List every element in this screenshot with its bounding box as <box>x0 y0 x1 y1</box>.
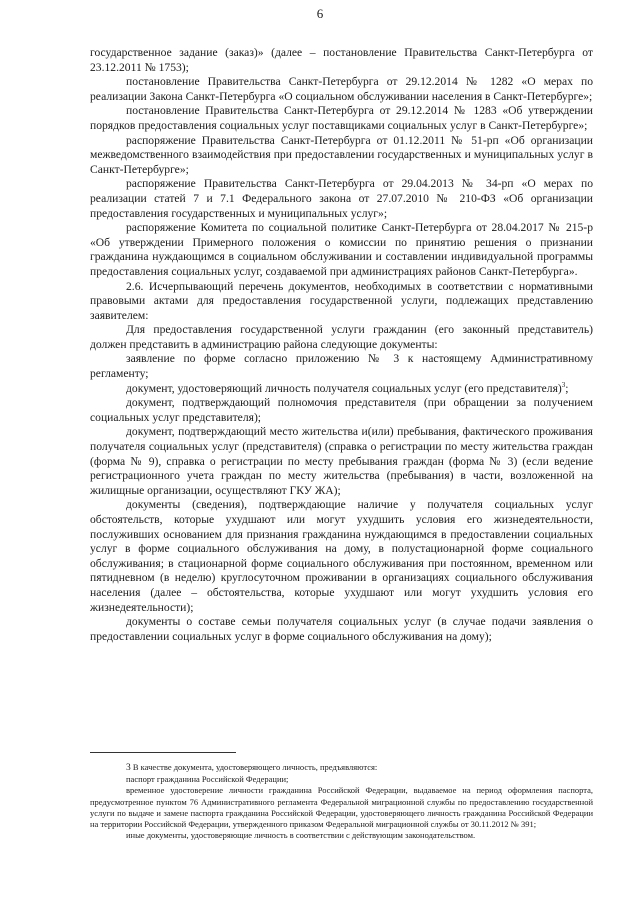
footnote-reference: 3 <box>561 380 566 389</box>
paragraph: постановление Правительства Санкт-Петербурга от 29.12.2014 № 1283 «Об утверждении порядков предоставления социальных услуг поставщиками социальных услуг в Санкт-Петербурге»; <box>90 104 593 132</box>
paragraph: Для предоставления государственной услуги гражданин (его законный представитель) должен представить в администрацию района следующие документы: <box>90 323 593 351</box>
footnote-item: иные документы, удостоверяющие личность в соответствии с действующим законодательством. <box>126 830 476 841</box>
page-number: 6 <box>316 6 324 21</box>
paragraph-text: документ, удостоверяющий личность получателя социальных услуг (его представителя) <box>126 381 562 395</box>
footnote-divider <box>90 752 236 753</box>
paragraph: распоряжение Правительства Санкт-Петербурга от 29.04.2013 № 34-рп «О мерах по реализации статей 7 и 7.1 Федерального закона от 27.07.2010 № 210-ФЗ «Об организации предоставления государственных и муниципальных услуг»; <box>90 177 593 220</box>
paragraph-identity-document <box>90 382 593 397</box>
paragraph: документы (сведения), подтверждающие наличие у получателя социальных услуг обстоятельств, которые ухудшают или могут ухудшить условия его жизнедеятельности, послуживших основанием для признания гражданина нуждающимся в предоставлении социальных услуг в форме социального обслуживания на дому, в полустационарной форме социального обслуживания; в стационарной форме социального обслуживания при постоянном, временном или пятидневном (в неделю) круглосуточном проживании в организациях социального обслуживания населения (далее – обстоятельства, которые ухудшают или могут ухудшить условия его жизнедеятельности); <box>90 498 593 614</box>
paragraph: заявление по форме согласно приложению № 3 к настоящему Административному регламенту; <box>90 352 593 381</box>
paragraph: распоряжение Комитета по социальной политике Санкт-Петербурга от 28.04.2017 № 215-р «Об утверждении Примерного положения о комиссии по принятию решения о признании гражданина нуждающимся в социальном обслуживании и составлении индивидуальной программы предоставления социальных услуг, создаваемой при администрациях районов Санкт-Петербурга». <box>90 221 593 278</box>
paragraph: документы о составе семьи получателя социальных услуг (в случае подачи заявления о предоставлении социальных услуг в форме социального обслуживания на дому); <box>90 615 593 643</box>
paragraph: распоряжение Правительства Санкт-Петербурга от 01.12.2011 № 51-рп «Об организации межведомственного взаимодействия при предоставлении государственных и муниципальных услуг в Санкт-Петербурге»; <box>90 133 593 176</box>
document-body <box>90 46 593 644</box>
footnote-item: паспорт гражданина Российской Федерации; <box>126 774 289 785</box>
section-2-6-heading: 2.6. Исчерпывающий перечень документов, необходимых в соответствии с нормативными правовыми актами для предоставления государственной услуги, подлежащих представлению заявителем: <box>90 279 593 322</box>
paragraph: постановление Правительства Санкт-Петербурга от 29.12.2014 № 1282 «О мерах по реализации Закона Санкт-Петербурга «О социальном обслуживании населения в Санкт-Петербурге»; <box>90 75 593 103</box>
footnote-marker: 3 <box>126 763 131 773</box>
footnote-intro-text: В качестве документа, удостоверяющего личность, предъявляются: <box>132 762 378 772</box>
paragraph-tail: ; <box>565 381 569 395</box>
paragraph: документ, подтверждающий место жительства и(или) пребывания, фактического проживания получателя социальных услуг (представителя) (справка о регистрации по месту жительства граждан (форма № 9), справка о регистрации по месту пребывания граждан (форма № 3) (если ведение регистрационного учета граждан по месту жительства (пребывания) в части, возложенной на жилищные организации, осуществляют ГКУ ЖА); <box>90 425 593 497</box>
footnotes <box>90 762 593 841</box>
footnote-intro <box>90 762 593 774</box>
footnote-item: временное удостоверение личности гражданина Российской Федерации, выдаваемое на период оформления паспорта, предусмотренное пунктом 76 Административного регламента Федеральной миграционной службы по предоставлению государственной услуги по выдаче и замене паспорта гражданина Российской Федерации, удостоверяющего личность гражданина Российской Федерации на территории Российской Федерации, утвержденного приказом Федеральной миграционной службы от 30.11.2012 № 391; <box>90 785 593 830</box>
paragraph: государственное задание (заказ)» (далее – постановление Правительства Санкт-Петербурга от 23.12.2011 № 1753); <box>90 46 593 74</box>
paragraph: документ, подтверждающий полномочия представителя (при обращении за получением социальных услуг представителя); <box>90 396 593 424</box>
